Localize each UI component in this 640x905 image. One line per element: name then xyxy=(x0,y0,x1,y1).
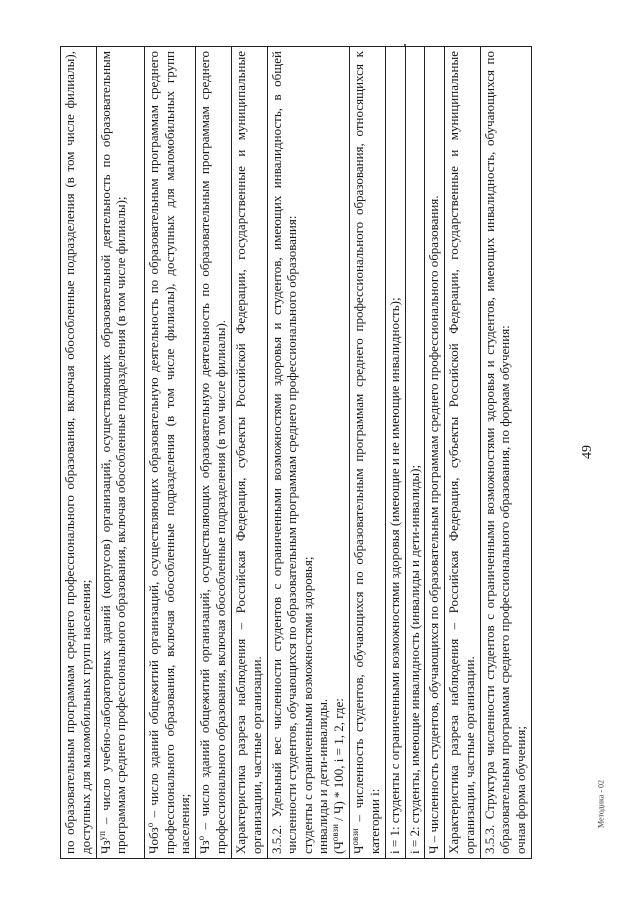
cell-line xyxy=(351,51,382,854)
table-cell xyxy=(61,47,97,859)
table-row xyxy=(405,47,425,859)
cell-line xyxy=(197,51,228,854)
table-row xyxy=(96,47,145,859)
table-cell xyxy=(425,47,445,859)
cell-line: Характеристика разреза наблюдения – Российская Федерация, субъекты Российской Федерации, государственные и муниципальные организации, частные организации. xyxy=(446,51,477,854)
formula-symbol: Чз xyxy=(197,840,213,854)
table-cell xyxy=(196,47,232,859)
table-body xyxy=(61,47,532,859)
table-cell xyxy=(480,47,531,859)
formula-superscript: овзи xyxy=(329,824,340,842)
table-cell xyxy=(96,47,145,859)
formula-symbol: Ч xyxy=(351,845,367,854)
cell-line: i = 2: студенты, имеющие инвалидность (инвалиды и дети-инвалиды); xyxy=(406,464,422,854)
footer-label: Методика - 02 xyxy=(596,779,606,829)
formula-superscript: уп xyxy=(96,831,107,841)
cell-line: 3.5.2. Удельный вес численности студентов с ограниченными возможностями здоровья и студентов, имеющих инвалидность, в общей численности студентов, обучающихся по образовательным программам среднего профессионального образования: xyxy=(268,51,300,854)
table-cell xyxy=(385,47,405,859)
table-row xyxy=(350,47,386,859)
table-row xyxy=(145,47,196,859)
table-row xyxy=(196,47,232,859)
table-row xyxy=(425,47,445,859)
table-cell xyxy=(445,47,481,859)
table-row xyxy=(385,47,405,859)
cell-text: – численность студентов, обучающихся по образовательным программам среднего профессионального образования, относящихся к категории i: xyxy=(351,51,382,854)
rotated-page-content xyxy=(60,47,532,859)
cell-line: студенты с ограниченными возможностями здоровья; xyxy=(299,556,315,854)
table-row xyxy=(445,47,481,859)
table-row xyxy=(267,47,350,859)
cell-line xyxy=(331,51,347,854)
cell-line: i = 1: студенты с ограниченными возможностями здоровья (имеющие и не имеющие инвалидность); xyxy=(386,297,402,854)
table-row xyxy=(61,47,97,859)
cell-line: инвалиды и дети-инвалиды. xyxy=(315,698,331,854)
cell-text: – число учебно-лабораторных зданий (корпусов) организаций, осуществляющих образовательной деятельность по образовательным программам среднего профессионального образования, включая обособленные подразделения (в том числе филиалы); xyxy=(97,51,129,854)
formula-superscript: о xyxy=(145,822,156,828)
cell-text: / Ч) * 100, i = 1, 2, где: xyxy=(330,698,346,825)
cell-text: – число зданий общежитий организаций, осуществляющих образовательную деятельность по образовательным программам среднего профессионального образования, включая обособленные подразделения (в том числе филиалы), доступных для маломобильных групп населения; xyxy=(146,51,193,854)
table-cell xyxy=(145,47,196,859)
cell-line: 3.5.3. Структура численности студентов с ограниченными возможностями здоровья и студентов, имеющих инвалидность, обучающихся по образовательным программам среднего профессионального образования, по формам обучения: xyxy=(481,51,513,854)
formula-symbol: (Ч xyxy=(330,841,346,854)
table-row xyxy=(480,47,531,859)
table-cell xyxy=(350,47,386,859)
formula-superscript: о xyxy=(196,835,207,841)
cell-line: очная форма обучения; xyxy=(512,726,528,854)
document-table xyxy=(60,46,532,859)
formula-symbol: Чз xyxy=(97,840,113,854)
formula-superscript: овзи xyxy=(350,828,361,846)
table-cell xyxy=(405,47,425,859)
table-cell xyxy=(267,47,350,859)
cell-text: – число зданий общежитий организаций, осуществляющих образовательную деятельность по образовательным программам среднего профессионального образования, включая обособленные подразделения (в том числе филиалы). xyxy=(197,51,228,854)
table-row xyxy=(232,47,268,859)
cell-line: Характеристика разреза наблюдения – Российская Федерация, субъекты Российской Федерации, государственные и муниципальные организации, частные организации. xyxy=(233,51,264,854)
cell-line: по образовательным программам среднего профессионального образования, включая обособленные подразделения (в том числе филиалы), доступных для маломобильных групп населения; xyxy=(62,51,93,854)
page-number: 49 xyxy=(580,445,595,459)
cell-line xyxy=(98,51,129,854)
table-cell xyxy=(232,47,268,859)
formula-symbol: Чобз xyxy=(146,827,162,854)
cell-line: Ч – численность студентов, обучающихся по образовательным программам среднего профессионального образования. xyxy=(426,195,442,854)
cell-line xyxy=(146,51,193,854)
